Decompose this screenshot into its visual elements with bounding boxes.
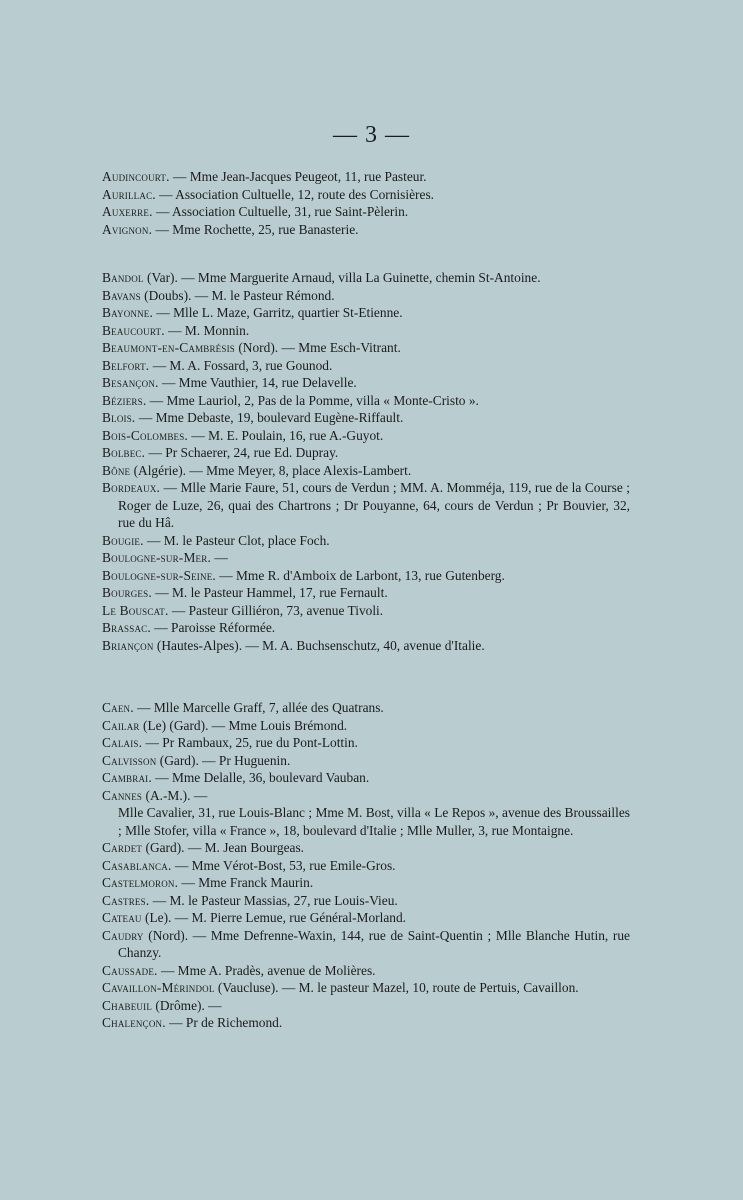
entry-text: — Mme Debaste, 19, boulevard Eugène-Riffault.	[135, 410, 404, 425]
entry-text: — Mme R. d'Amboix de Larbont, 13, rue Gutenberg.	[215, 567, 505, 583]
place-name: Le Bouscat.	[102, 602, 169, 618]
entry-text: — Mlle Marie Faure, 51, cours de Verdun ; MM. A. Momméja, 119, rue de la Course ; Roger de Luze, 26, quai des Chartrons ; Dr Pouyanne, 64, cours de Verdun ; Pr Bouvier, 32, rue du Hâ.	[118, 480, 630, 530]
place-name: Beaucourt.	[102, 322, 165, 338]
entry-text: — Mlle L. Maze, Garritz, quartier St-Etienne.	[153, 305, 403, 320]
entry-text: (Gard). — Pr Huguenin.	[156, 752, 291, 768]
place-name: Bavans	[102, 287, 141, 303]
directory-entry	[102, 392, 630, 410]
entry-text: — M. E. Poulain, 16, rue A.-Guyot.	[187, 427, 384, 443]
place-name: Bandol	[102, 270, 144, 285]
directory-entry	[102, 874, 630, 892]
directory-entry	[102, 892, 630, 910]
place-name: Chalençon.	[102, 1015, 166, 1030]
entry-text: (A.-M.). —	[142, 787, 208, 803]
entry-text: — M. le Pasteur Clot, place Foch.	[143, 532, 330, 548]
directory-entry	[102, 427, 630, 445]
directory-entry	[102, 304, 630, 322]
place-name: Avignon.	[102, 221, 153, 237]
directory-entry	[102, 839, 630, 857]
entry-text: (Hautes-Alpes). — M. A. Buchsenschutz, 40, avenue d'Italie.	[153, 637, 485, 653]
directory-entry	[102, 752, 630, 770]
entry-text: (Gard). — M. Jean Bourgeas.	[142, 840, 305, 855]
place-name: Castres.	[102, 892, 150, 908]
directory-entry	[102, 699, 630, 717]
directory-entry	[102, 567, 630, 585]
directory-entry	[102, 532, 630, 550]
place-name: Briançon	[102, 637, 154, 653]
entry-text: — Pr Schaerer, 24, rue Ed. Dupray.	[145, 445, 339, 460]
directory-entry	[102, 619, 630, 637]
section-a-entries	[102, 168, 630, 238]
entry-text: — Mme Vauthier, 14, rue Delavelle.	[158, 375, 357, 390]
place-name: Blois.	[102, 410, 136, 425]
entry-text: — Mlle Marcelle Graff, 7, allée des Quatrans.	[133, 700, 384, 715]
directory-entry	[102, 339, 630, 357]
entry-text: — Pr de Richemond.	[165, 1015, 283, 1030]
directory-entry	[102, 962, 630, 980]
entry-text: — Mme Jean-Jacques Peugeot, 11, rue Pasteur.	[169, 169, 427, 184]
directory-entry	[102, 186, 630, 204]
directory-entry	[102, 787, 630, 840]
entry-text: (Algérie). — Mme Meyer, 8, place Alexis-Lambert.	[130, 462, 412, 478]
entry-text: — Association Cultuelle, 12, route des Cornisières.	[155, 186, 435, 202]
directory-entry	[102, 927, 630, 962]
place-name: Caen.	[102, 700, 134, 715]
section-c-entries	[102, 699, 630, 1032]
place-name: Bois-Colombes.	[102, 427, 188, 443]
entry-continuation: Mlle Cavalier, 31, rue Louis-Blanc ; Mme M. Bost, villa « Le Repos », avenue des Broussailles ; Mlle Stofer, villa « France », 18, boulevard d'Italie ; Mlle Muller, 3, rue Montaigne.	[118, 805, 630, 838]
entry-text: — M. le Pasteur Hammel, 17, rue Fernault.	[151, 585, 388, 600]
directory-entry	[102, 269, 630, 287]
directory-entry	[102, 1014, 630, 1032]
entry-text: (Le). — M. Pierre Lemue, rue Général-Morland.	[141, 910, 407, 925]
entry-text: (Le) (Gard). — Mme Louis Brémond.	[139, 717, 348, 733]
directory-entry	[102, 409, 630, 427]
directory-entry	[102, 322, 630, 340]
entry-text: — Mme Franck Maurin.	[178, 875, 314, 890]
place-name: Castelmoron.	[102, 875, 179, 890]
directory-entry	[102, 584, 630, 602]
directory-entry	[102, 444, 630, 462]
entry-text: — Mme A. Pradès, avenue de Molières.	[157, 962, 376, 978]
directory-entry	[102, 637, 630, 655]
entry-text: (Var). — Mme Marguerite Arnaud, villa La Guinette, chemin St-Antoine.	[143, 270, 541, 285]
directory-entry	[102, 462, 630, 480]
place-name: Cateau	[102, 910, 142, 925]
directory-entry	[102, 997, 630, 1015]
entry-text: — Mme Lauriol, 2, Pas de la Pomme, villa « Monte-Cristo ».	[146, 392, 479, 408]
directory-entry	[102, 168, 630, 186]
entry-text: — Mme Rochette, 25, rue Banasterie.	[152, 221, 359, 237]
entry-text: — Mme Delalle, 36, boulevard Vauban.	[151, 770, 370, 785]
place-name: Beaumont-en-Cambrésis	[102, 340, 235, 355]
entry-text: (Doubs). — M. le Pasteur Rémond.	[140, 287, 335, 303]
place-name: Cardet	[102, 840, 143, 855]
section-b-entries	[102, 269, 630, 654]
directory-entry	[102, 734, 630, 752]
entry-text: (Vaucluse). — M. le pasteur Mazel, 10, route de Pertuis, Cavaillon.	[214, 980, 579, 995]
entry-text: — M. Monnin.	[164, 322, 250, 338]
entry-text: — Pasteur Gilliéron, 73, avenue Tivoli.	[168, 602, 384, 618]
entry-text: — Association Cultuelle, 31, rue Saint-Pèlerin.	[152, 204, 409, 219]
directory-entry	[102, 203, 630, 221]
place-name: Calais.	[102, 735, 143, 750]
directory-entry	[102, 769, 630, 787]
directory-entry	[102, 374, 630, 392]
directory-entry	[102, 357, 630, 375]
entry-text: — M. A. Fossard, 3, rue Gounod.	[149, 357, 333, 373]
place-name: Casablanca.	[102, 857, 172, 873]
place-name: Bône	[102, 462, 131, 478]
place-name: Cannes	[102, 787, 143, 803]
directory-entry	[102, 287, 630, 305]
place-name: Caudry	[102, 927, 144, 943]
directory-entry	[102, 857, 630, 875]
place-name: Boulogne-sur-Mer.	[102, 550, 212, 565]
directory-entry	[102, 979, 630, 997]
entry-text: (Drôme). —	[152, 997, 222, 1013]
entry-text: —	[211, 550, 228, 565]
entry-text: — Mme Vérot-Bost, 53, rue Emile-Gros.	[171, 857, 396, 873]
place-name: Bayonne.	[102, 305, 154, 320]
place-name: Cavaillon-Mérindol	[102, 980, 215, 995]
entry-text: — Paroisse Réformée.	[150, 620, 276, 635]
place-name: Calvisson	[102, 752, 157, 768]
directory-entry	[102, 549, 630, 567]
entry-text: (Nord). — Mme Defrenne-Waxin, 144, rue de Saint-Quentin ; Mlle Blanche Hutin, rue Chanzy.	[118, 927, 630, 960]
entry-text: (Nord). — Mme Esch-Vitrant.	[235, 340, 401, 355]
place-name: Auxerre.	[102, 204, 153, 219]
place-name: Belfort.	[102, 357, 150, 373]
place-name: Cambrai.	[102, 770, 152, 785]
directory-entry	[102, 717, 630, 735]
directory-entry	[102, 602, 630, 620]
directory-entry	[102, 479, 630, 532]
entry-text: — Pr Rambaux, 25, rue du Pont-Lottin.	[142, 735, 358, 750]
place-name: Brassac.	[102, 620, 151, 635]
place-name: Audincourt.	[102, 169, 170, 184]
place-name: Béziers.	[102, 392, 147, 408]
entry-text: — M. le Pasteur Massias, 27, rue Louis-Vieu.	[149, 892, 398, 908]
page-number: — 3 —	[333, 122, 410, 148]
directory-entry	[102, 221, 630, 239]
place-name: Aurillac.	[102, 186, 156, 202]
place-name: Besançon.	[102, 375, 159, 390]
place-name: Cailar	[102, 717, 140, 733]
place-name: Bourges.	[102, 585, 152, 600]
place-name: Chabeuil	[102, 997, 153, 1013]
directory-entry	[102, 909, 630, 927]
place-name: Bordeaux.	[102, 480, 161, 495]
place-name: Caussade.	[102, 962, 158, 978]
place-name: Bolbec.	[102, 445, 146, 460]
place-name: Boulogne-sur-Seine.	[102, 567, 216, 583]
place-name: Bougie.	[102, 532, 144, 548]
